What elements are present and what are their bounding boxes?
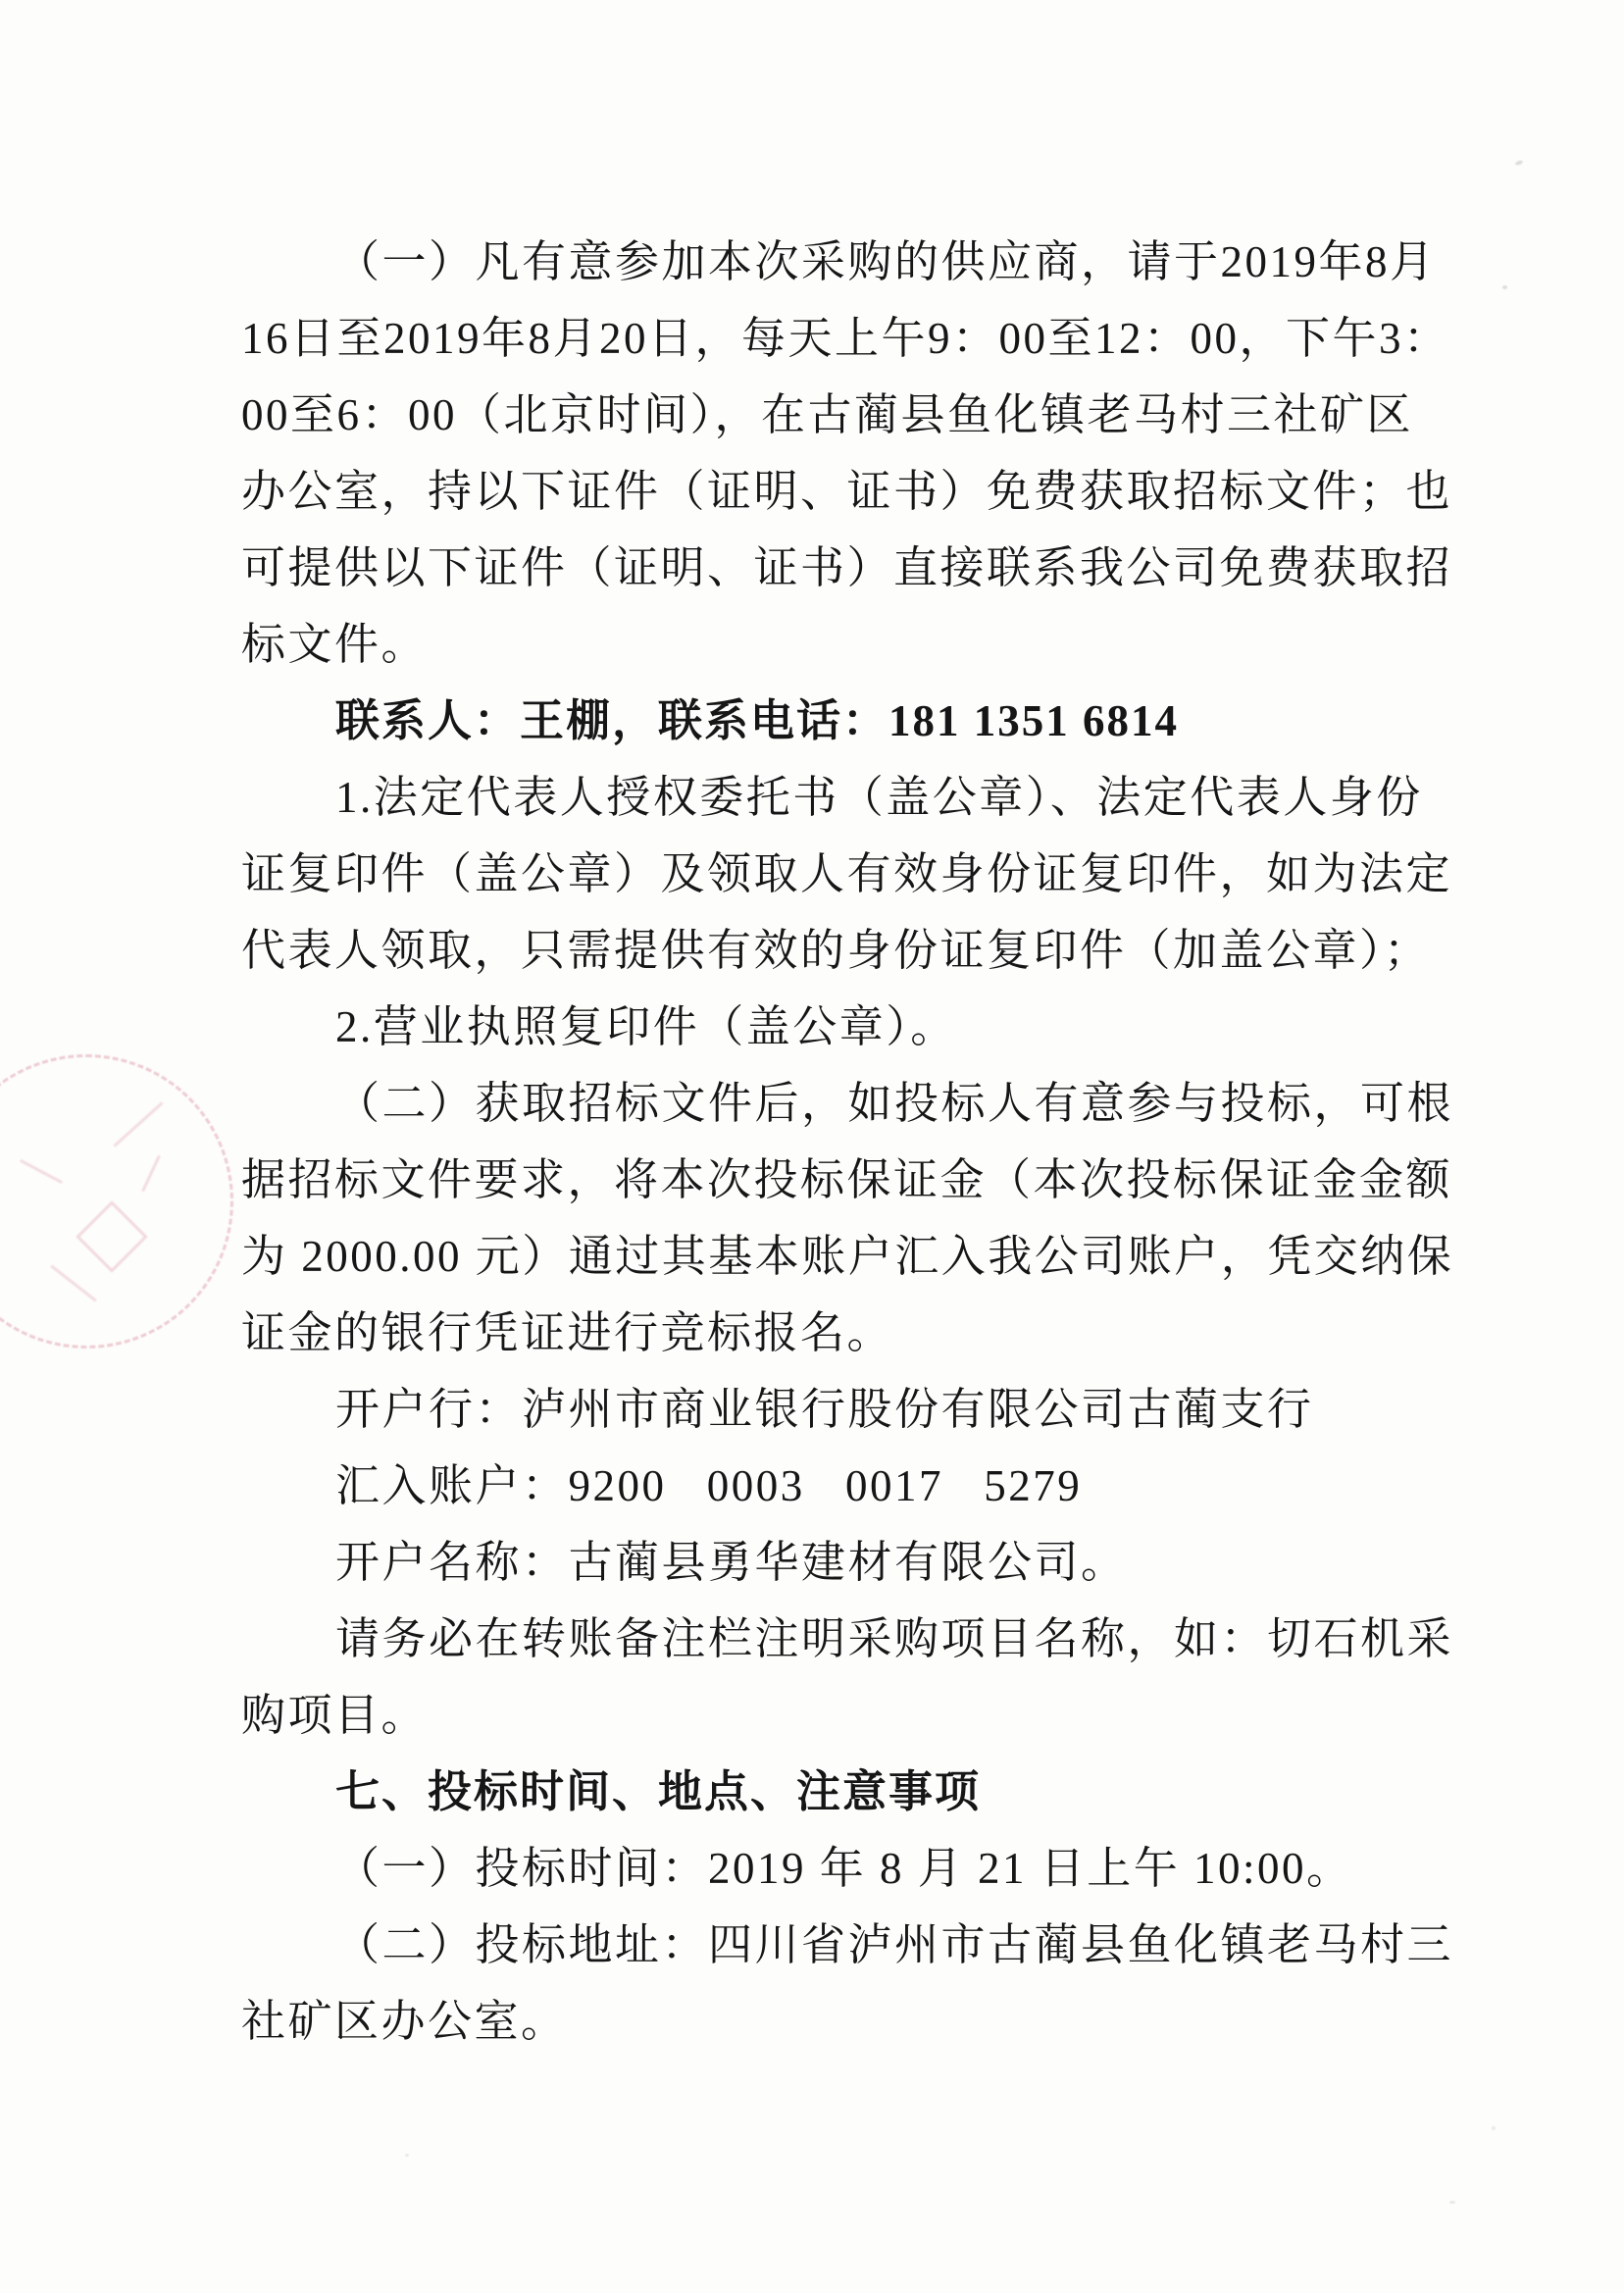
text-line: 购项目。 — [241, 1691, 429, 1740]
text-line: 证金的银行凭证进行竞标报名。 — [241, 1308, 894, 1357]
text-line: 代表人领取，只需提供有效的身份证复印件（加盖公章）； — [241, 926, 1431, 975]
text-line: 证复印件（盖公章）及领取人有效身份证复印件，如为法定 — [241, 849, 1453, 898]
heading-line: 联系人：王棚，联系电话：181 1351 6814 — [335, 696, 1180, 745]
text-line: （一）凡有意参加本次采购的供应商，请于2019年8月 — [335, 237, 1437, 286]
scan-speck — [1492, 2126, 1496, 2130]
text-line: 社矿区办公室。 — [241, 1997, 568, 2046]
seal-mark — [20, 1159, 63, 1184]
text-line: 办公室，持以下证件（证明、证书）免费获取招标文件；也 — [241, 467, 1453, 516]
scan-speck — [1515, 160, 1524, 166]
seal-mark — [50, 1264, 97, 1301]
red-seal-stamp — [0, 1054, 233, 1349]
seal-ring — [0, 1054, 233, 1349]
document-body — [241, 224, 1454, 2060]
text-line: 开户行：泸州市商业银行股份有限公司古蔺支行 — [335, 1385, 1314, 1434]
text-line: 16日至2019年8月20日，每天上午9：00至12：00，下午3： — [241, 314, 1450, 363]
text-line: （一）投标时间：2019 年 8 月 21 日上午 10:00。 — [335, 1844, 1353, 1893]
text-line: 为 2000.00 元）通过其基本账户汇入我公司账户，凭交纳保 — [241, 1232, 1454, 1281]
text-line: 开户名称：古蔺县勇华建材有限公司。 — [335, 1538, 1128, 1587]
text-line: 2.营业执照复印件（盖公章）。 — [335, 1002, 957, 1051]
text-line: （二）获取招标文件后，如投标人有意参与投标，可根 — [335, 1079, 1454, 1128]
text-line: 1.法定代表人授权委托书（盖公章）、法定代表人身份 — [335, 773, 1423, 822]
text-line: 请务必在转账备注栏注明采购项目名称，如：切石机采 — [335, 1614, 1454, 1663]
text-line: 标文件。 — [241, 620, 429, 669]
scan-speck — [1502, 285, 1507, 289]
seal-mark — [141, 1155, 161, 1193]
scan-speck — [1449, 2201, 1455, 2204]
seal-mark — [113, 1101, 163, 1146]
text-line: 00至6：00（北京时间），在古蔺县鱼化镇老马村三社矿区 — [241, 390, 1414, 439]
heading-line: 七、投标时间、地点、注意事项 — [335, 1767, 982, 1816]
text-line: 可提供以下证件（证明、证书）直接联系我公司免费获取招 — [241, 543, 1453, 592]
scan-speck — [405, 2154, 409, 2157]
text-line: 据招标文件要求，将本次投标保证金（本次投标保证金金额 — [241, 1155, 1453, 1204]
text-line: （二）投标地址：四川省泸州市古蔺县鱼化镇老马村三 — [335, 1920, 1454, 1969]
text-line: 汇入账户：9200 0003 0017 5279 — [335, 1461, 1083, 1510]
seal-diamond — [76, 1200, 148, 1273]
